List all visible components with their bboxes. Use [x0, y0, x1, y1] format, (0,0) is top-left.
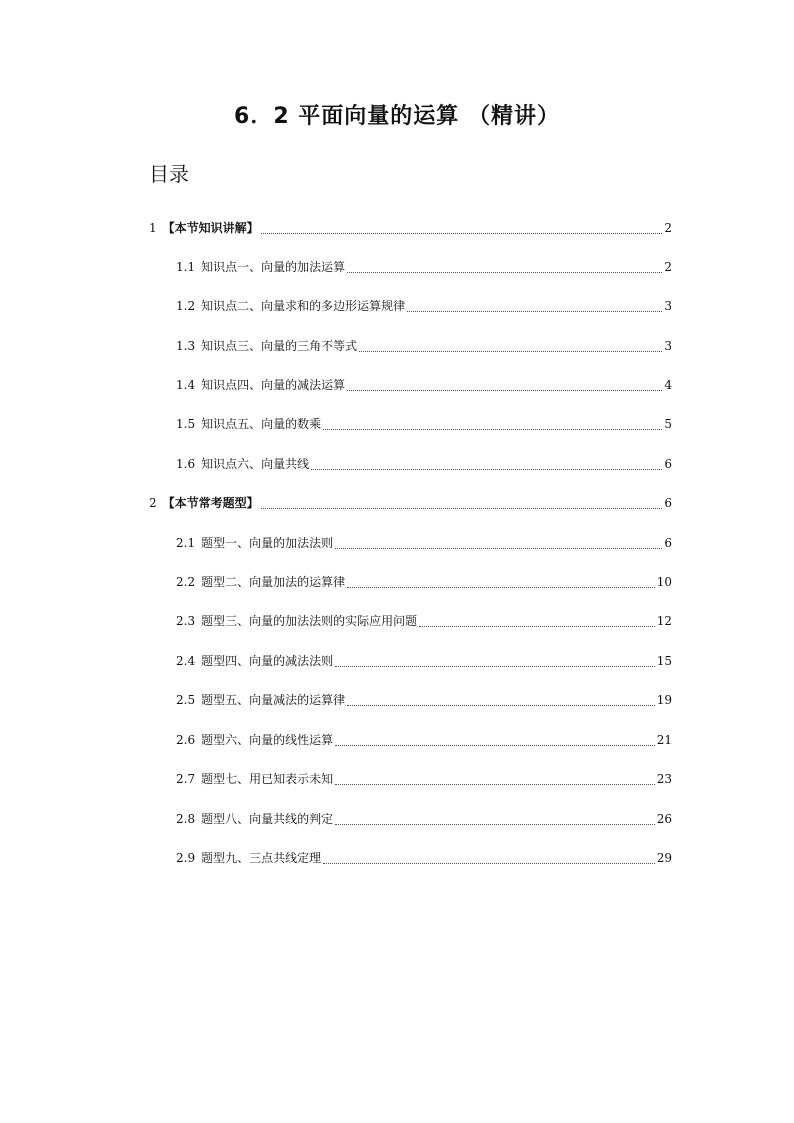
toc-entry-page: 3	[664, 339, 672, 353]
dot-leader	[347, 390, 662, 391]
toc-entry-1-2[interactable]	[176, 297, 672, 315]
toc-entry-page: 21	[656, 733, 672, 747]
toc-entry-number: 1.6	[176, 457, 196, 471]
dot-leader	[335, 666, 655, 667]
toc-entry-page: 10	[656, 575, 672, 589]
toc-entry-title: 题型五、向量减法的运算律	[201, 693, 346, 707]
toc-entry-page: 19	[656, 693, 672, 707]
toc-entry-page: 26	[656, 812, 672, 826]
dot-leader	[323, 863, 655, 864]
toc-entry-2-5[interactable]	[176, 691, 672, 709]
toc-entry-title: 题型二、向量加法的运算律	[201, 575, 346, 589]
toc-entry-number: 1	[149, 221, 157, 235]
toc-entry-page: 6	[664, 536, 672, 550]
toc-entry-page: 15	[656, 654, 672, 668]
dot-leader	[323, 429, 662, 430]
toc-entry-page: 2	[664, 221, 672, 235]
toc-entry-title: 题型一、向量的加法法则	[201, 536, 334, 550]
toc-entry-title: 知识点五、向量的数乘	[201, 417, 322, 431]
toc-entry-number: 1.1	[176, 260, 196, 274]
toc-entry-2-2[interactable]	[176, 573, 672, 591]
toc-entry-title: 题型八、向量共线的判定	[201, 812, 334, 826]
dot-leader	[407, 311, 662, 312]
toc-entry-number: 2.9	[176, 851, 196, 865]
dot-leader	[311, 469, 662, 470]
toc-entry-2[interactable]	[149, 494, 672, 512]
toc-entry-title: 知识点一、向量的加法运算	[201, 260, 346, 274]
dot-leader	[335, 548, 662, 549]
toc-entry-2-3[interactable]	[176, 612, 672, 630]
toc-entry-1-3[interactable]	[176, 337, 672, 355]
toc-entry-title: 题型六、向量的线性运算	[201, 733, 334, 747]
toc-entry-title: 【本节知识讲解】	[162, 221, 259, 235]
toc-entry-1-1[interactable]	[176, 258, 672, 276]
dot-leader	[335, 784, 655, 785]
dot-leader	[347, 272, 662, 273]
toc-entry-2-6[interactable]	[176, 731, 672, 749]
toc-entry-1-4[interactable]	[176, 376, 672, 394]
toc-entry-number: 2.6	[176, 733, 196, 747]
dot-leader	[335, 824, 655, 825]
toc-entry-page: 4	[664, 378, 672, 392]
dot-leader	[261, 508, 663, 509]
toc-entry-page: 6	[664, 457, 672, 471]
toc-entry-2-8[interactable]	[176, 810, 672, 828]
toc-entry-number: 2	[149, 496, 157, 510]
toc-entry-number: 2.8	[176, 812, 196, 826]
toc-entry-1-5[interactable]	[176, 415, 672, 433]
toc-entry-number: 2.2	[176, 575, 196, 589]
toc-entry-page: 23	[656, 772, 672, 786]
toc-entry-2-4[interactable]	[176, 652, 672, 670]
toc-entry-title: 题型四、向量的减法法则	[201, 654, 334, 668]
toc-entry-1[interactable]	[149, 219, 672, 237]
toc-entry-2-1[interactable]	[176, 534, 672, 552]
page-title: 6．2 平面向量的运算 （精讲）	[234, 104, 560, 129]
dot-leader	[335, 745, 655, 746]
toc-entry-number: 1.4	[176, 378, 196, 392]
toc-entry-page: 6	[664, 496, 672, 510]
toc-entry-title: 题型三、向量的加法法则的实际应用问题	[201, 614, 418, 628]
toc-entry-number: 2.5	[176, 693, 196, 707]
toc-entry-page: 2	[664, 260, 672, 274]
toc-entry-number: 1.3	[176, 339, 196, 353]
dot-leader	[419, 626, 655, 627]
toc-entry-number: 2.3	[176, 614, 196, 628]
toc-entry-number: 1.2	[176, 299, 196, 313]
dot-leader	[347, 705, 655, 706]
toc-heading: 目录	[149, 162, 189, 186]
toc-entry-title: 【本节常考题型】	[162, 496, 259, 510]
toc-entry-number: 2.7	[176, 772, 196, 786]
toc-entry-page: 29	[656, 851, 672, 865]
dot-leader	[359, 351, 662, 352]
toc-entry-title: 知识点二、向量求和的多边形运算规律	[201, 299, 406, 313]
toc-entry-number: 2.4	[176, 654, 196, 668]
toc-entry-page: 5	[664, 417, 672, 431]
toc-entry-1-6[interactable]	[176, 455, 672, 473]
toc-entry-number: 2.1	[176, 536, 196, 550]
toc-entry-2-9[interactable]	[176, 849, 672, 867]
toc-entry-page: 3	[664, 299, 672, 313]
toc-entry-title: 题型七、用已知表示未知	[201, 772, 334, 786]
toc-entry-title: 知识点四、向量的减法运算	[201, 378, 346, 392]
toc-entry-title: 知识点六、向量共线	[201, 457, 310, 471]
toc-entry-2-7[interactable]	[176, 770, 672, 788]
dot-leader	[261, 233, 663, 234]
toc-entry-title: 知识点三、向量的三角不等式	[201, 339, 358, 353]
dot-leader	[347, 587, 655, 588]
toc-entry-title: 题型九、三点共线定理	[201, 851, 322, 865]
toc-entry-page: 12	[656, 614, 672, 628]
toc-entry-number: 1.5	[176, 417, 196, 431]
